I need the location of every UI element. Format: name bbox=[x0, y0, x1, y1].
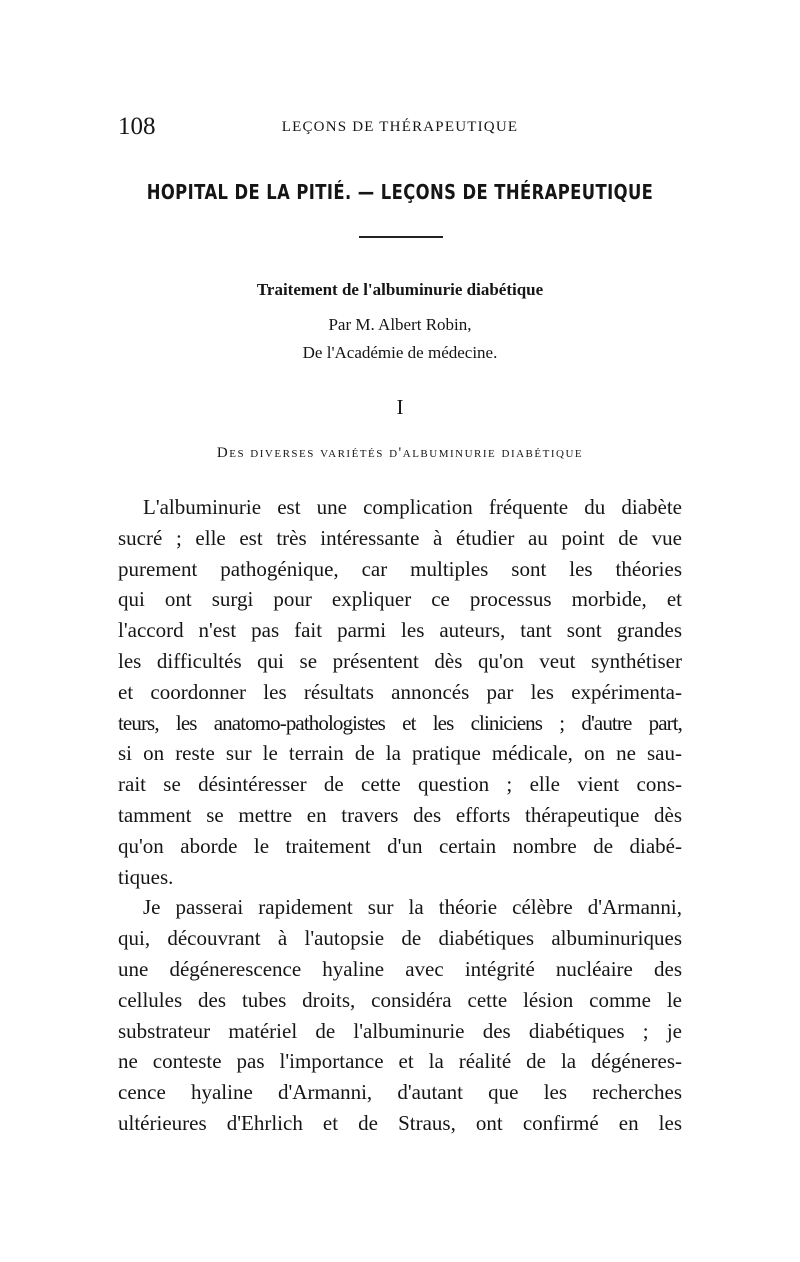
text-line: qu'on aborde le traitement d'un certain nombre de diabé- bbox=[118, 833, 682, 858]
text-line: ultérieures d'Ehrlich et de Straus, ont confirmé en les bbox=[118, 1110, 682, 1135]
text-line: si on reste sur le terrain de la pratique médicale, on ne sau- bbox=[118, 741, 682, 766]
text-line: les difficultés qui se présentent dès qu'on veut synthétiser bbox=[118, 648, 682, 673]
text-line: sucré ; elle est très intéressante à étudier au point de vue bbox=[118, 525, 682, 550]
text-line: purement pathogénique, car multiples sont les théories bbox=[118, 556, 682, 581]
page-number: 108 bbox=[118, 113, 156, 140]
text-line: tiques. bbox=[118, 864, 174, 889]
text-line: une dégénerescence hyaline avec intégrité nucléaire des bbox=[118, 956, 682, 981]
text-line: tamment se mettre en travers des efforts thérapeutique dès bbox=[118, 802, 682, 827]
author-affiliation: De l'Académie de médecine. bbox=[302, 343, 498, 362]
text-line: cence hyaline d'Armanni, d'autant que les recherches bbox=[118, 1080, 682, 1105]
text-line: rait se désintéresser de cette question ; elle vient cons- bbox=[118, 772, 682, 797]
text-line: et coordonner les résultats annoncés par les expérimenta- bbox=[118, 679, 682, 704]
text-line: cellules des tubes droits, considéra cette lésion comme le bbox=[118, 987, 682, 1012]
running-title: LEÇONS DE THÉRAPEUTIQUE bbox=[281, 119, 519, 135]
text-line: L'albuminurie est une complication fréquente du diabète bbox=[143, 495, 682, 519]
paragraph-1 bbox=[118, 492, 682, 892]
text-line: qui ont surgi pour expliquer ce processus morbide, et bbox=[118, 587, 682, 612]
text-line: ne conteste pas l'importance et la réalité de la dégéneres- bbox=[118, 1049, 682, 1074]
title-rule bbox=[359, 236, 443, 238]
section-title: Des diverses variétés d'albuminurie diabétique bbox=[216, 445, 584, 461]
text-line: teurs, les anatomo-pathologistes et les cliniciens ; d'autre part, bbox=[118, 710, 682, 735]
text-line: Je passerai rapidement sur la théorie célèbre d'Armanni, bbox=[143, 895, 682, 920]
body-text bbox=[118, 492, 682, 1139]
article-title: Traitement de l'albuminurie diabétique bbox=[256, 280, 544, 299]
text-line: l'accord n'est pas fait parmi les auteurs, tant sont grandes bbox=[118, 618, 682, 643]
section-number: I bbox=[396, 395, 404, 419]
text-line: qui, découvrant à l'autopsie de diabétiques albuminuriques bbox=[118, 926, 682, 951]
text-line: substrateur matériel de l'albuminurie des diabétiques ; je bbox=[118, 1018, 682, 1043]
paragraph-2 bbox=[118, 892, 682, 1138]
running-head bbox=[0, 113, 800, 143]
author-byline: Par M. Albert Robin, bbox=[328, 315, 472, 334]
main-title: HOPITAL DE LA PITIÉ. — LEÇONS DE THÉRAPEUTIQUE bbox=[146, 180, 654, 204]
